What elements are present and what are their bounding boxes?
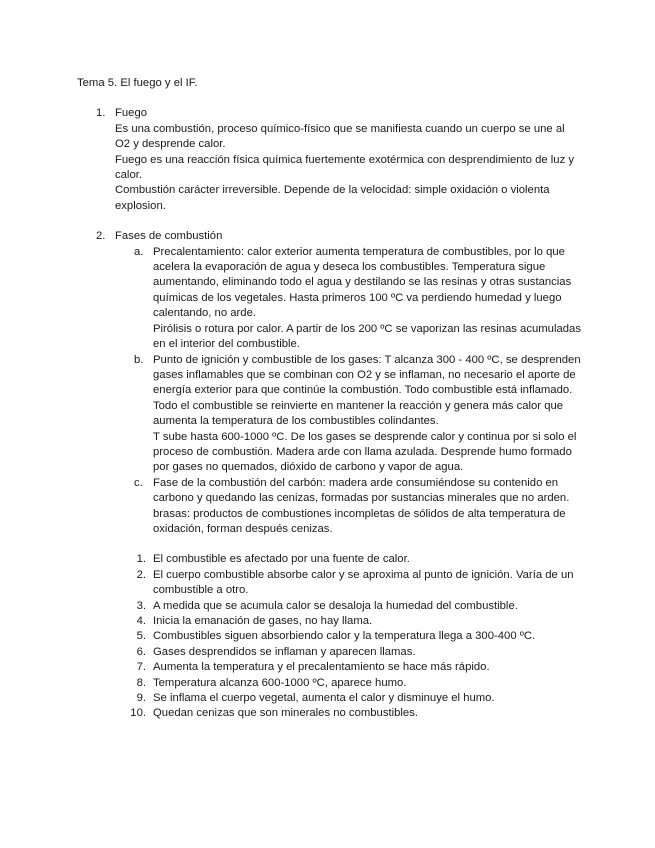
phase-item-b bbox=[115, 353, 582, 476]
step-text: Gases desprendidos se inflaman y aparecen llamas. bbox=[153, 645, 416, 658]
paragraph: Es una combustión, proceso químico-físico que se manifiesta cuando un cuerpo se une al O2 y desprende calor. bbox=[115, 122, 565, 151]
step-number: 6. bbox=[136, 645, 146, 658]
phase-list bbox=[115, 245, 582, 538]
section-list bbox=[77, 106, 582, 721]
step-number: 1. bbox=[136, 553, 146, 566]
step-text: A medida que se acumula calor se desaloja la humedad del combustible. bbox=[153, 599, 518, 612]
step-text: Quedan cenizas que son minerales no combustibles. bbox=[153, 707, 419, 720]
step-item bbox=[115, 599, 582, 614]
paragraph: Punto de ignición y combustible de los gases: T alcanza 300 - 400 ºC, se desprenden gases inflamables que se combinan con O2 y se inflaman, no necesario el aporte de energía exterior para que continúe la combustión. Todo combustible está inflamado. Todo el combustible se reinvierte en mantener la reacción y genera más calor que aumenta la temperatura de los combustibles colindantes. bbox=[153, 353, 581, 428]
paragraph: Combustión carácter irreversible. Depende de la velocidad: simple oxidación o violenta explosion. bbox=[115, 184, 550, 212]
step-text: Inicia la emanación de gases, no hay llama. bbox=[153, 615, 373, 627]
step-item bbox=[115, 614, 582, 629]
step-number: 9. bbox=[136, 692, 146, 705]
document-title: Tema 5. El fuego y el IF. bbox=[77, 77, 198, 89]
step-text: Aumenta la temperatura y el precalentamiento se hace más rápido. bbox=[153, 661, 490, 674]
step-list bbox=[115, 552, 582, 721]
step-item bbox=[115, 691, 582, 706]
section-title: Fases de combustión bbox=[115, 230, 223, 243]
step-text: Combustibles siguen absorbiendo calor y la temperatura llega a 300-400 ºC. bbox=[153, 630, 536, 643]
step-item bbox=[115, 706, 582, 721]
step-text: Temperatura alcanza 600-1000 ºC, aparece humo. bbox=[153, 676, 407, 689]
step-number: 10. bbox=[130, 707, 146, 720]
section-number: 1. bbox=[96, 107, 106, 120]
step-text: Se inflama el cuerpo vegetal, aumenta el calor y disminuye el humo. bbox=[153, 692, 495, 705]
step-number: 3. bbox=[136, 599, 146, 612]
phase-item-a bbox=[115, 245, 582, 353]
paragraph: Pirólisis o rotura por calor. A partir de los 200 ºC se vaporizan las resinas acumuladas en el interior del combustible. bbox=[153, 322, 581, 351]
step-item bbox=[115, 568, 582, 599]
step-item bbox=[115, 676, 582, 691]
step-number: 2. bbox=[136, 568, 146, 581]
phase-letter: a. bbox=[134, 245, 144, 258]
step-item bbox=[115, 552, 582, 567]
section-title: Fuego bbox=[115, 107, 148, 120]
paragraph: T sube hasta 600-1000 ºC. De los gases se desprende calor y continua por si solo el proceso de combustión. Madera arde con llama azulada. Desprende humo formado por gases no quemados, dióxido de carbono y vapor de agua. bbox=[153, 430, 577, 474]
step-number: 5. bbox=[136, 630, 146, 643]
step-text: El combustible es afectado por una fuente de calor. bbox=[153, 553, 410, 566]
section-fases-combustion bbox=[77, 229, 582, 722]
step-item bbox=[115, 629, 582, 644]
step-text: El cuerpo combustible absorbe calor y se aproxima al punto de ignición. Varía de un combustible a otro. bbox=[153, 568, 574, 597]
paragraph: Precalentamiento: calor exterior aumenta temperatura de combustibles, por lo que acelera la evaporación de agua y deseca los combustibles. Temperatura sigue aumentando, eliminando todo el agua y destilando se las resinas y otras sustancias químicas de los vegetales. Hasta primeros 100 ºC va perdiendo humedad y luego calentando, no arde. bbox=[153, 245, 572, 320]
step-number: 7. bbox=[136, 661, 146, 674]
step-number: 8. bbox=[136, 676, 146, 689]
phase-letter: b. bbox=[134, 353, 144, 366]
step-item bbox=[115, 660, 582, 675]
step-item bbox=[115, 645, 582, 660]
phase-letter: c. bbox=[134, 476, 143, 489]
paragraph: Fase de la combustión del carbón: madera arde consumiéndose su contenido en carbono y quedando las cenizas, formadas por sustancias minerales que no arden. bbox=[153, 476, 570, 505]
step-number: 4. bbox=[136, 615, 146, 627]
paragraph: Fuego es una reacción física química fuertemente exotérmica con desprendimiento de luz y calor. bbox=[115, 153, 575, 182]
document-page bbox=[77, 76, 582, 722]
section-fuego bbox=[77, 106, 582, 214]
phase-item-c bbox=[115, 476, 582, 538]
section-number: 2. bbox=[96, 230, 106, 243]
paragraph: brasas: productos de combustiones incompletas de sólidos de alta temperatura de oxidación, forman después cenizas. bbox=[153, 507, 566, 535]
